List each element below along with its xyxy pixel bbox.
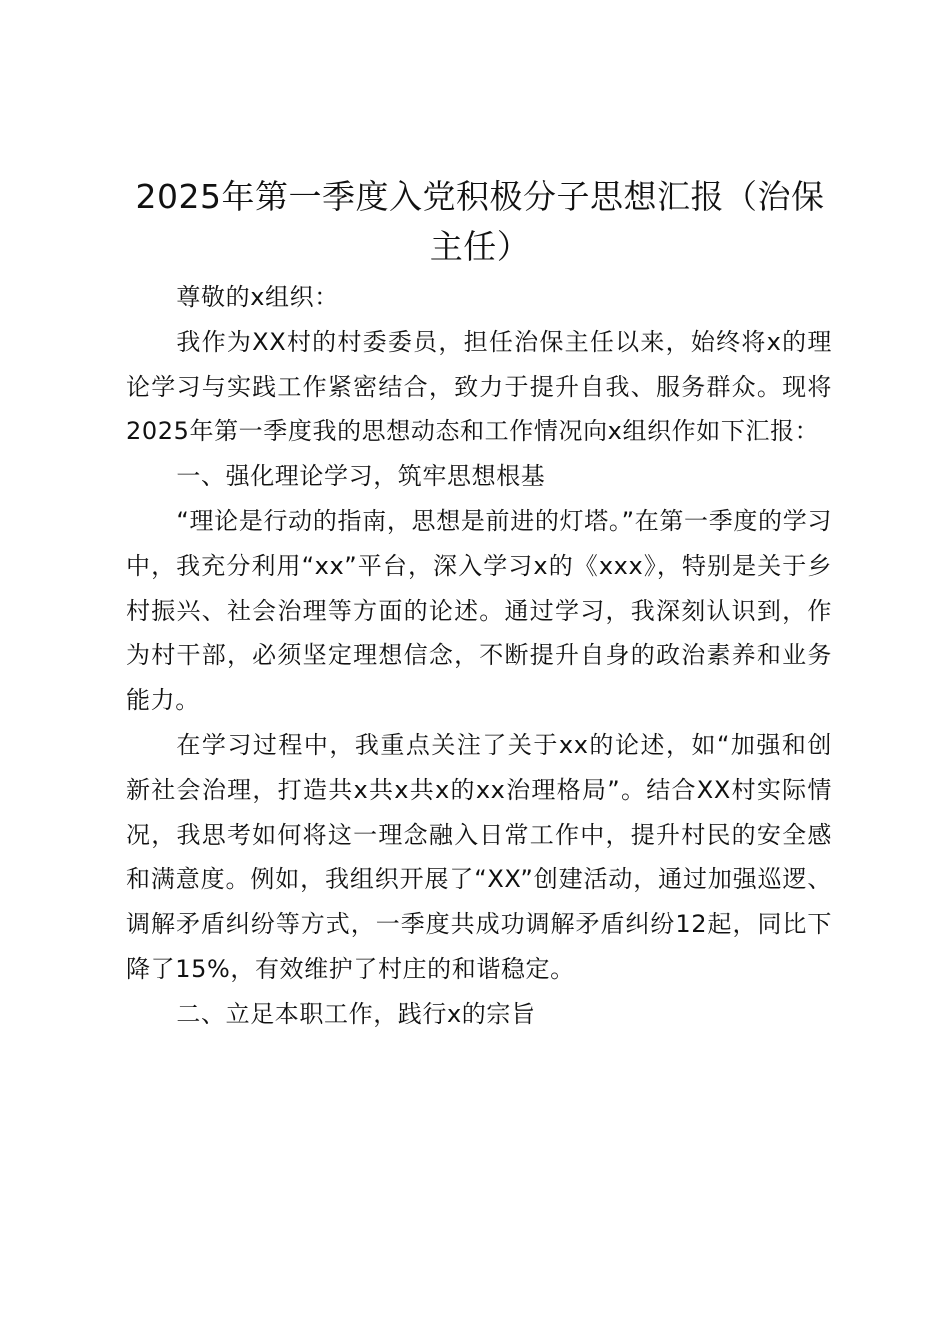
- section-1-paragraph-1: “理论是行动的指南，思想是前进的灯塔。”在第一季度的学习中，我充分利用“xx”平台，深入学习x的《xxx》，特别是关于乡村振兴、社会治理等方面的论述。通过学习，我深刻认识到，作为村干部，必须坚定理想信念，不断提升自身的政治素养和业务能力。: [126, 506, 832, 715]
- section-1-heading: 一、强化理论学习，筑牢思想根基: [176, 462, 546, 491]
- salutation: 尊敬的x组织：: [176, 283, 339, 311]
- document-body: [126, 275, 832, 1037]
- intro-paragraph: 我作为XX村的村委委员，担任治保主任以来，始终将x的理论学习与实践工作紧密结合，致力于提升自我、服务群众。现将2025年第一季度我的思想动态和工作情况向x组织作如下汇报：: [126, 327, 832, 446]
- section-2-heading: 二、立足本职工作，践行x的宗旨: [176, 999, 536, 1028]
- document-title: 2025年第一季度入党积极分子思想汇报（治保主任）: [135, 177, 825, 266]
- section-1-paragraph-2: 在学习过程中，我重点关注了关于xx的论述，如“加强和创新社会治理，打造共x共x共x的xx治理格局”。结合XX村实际情况，我思考如何将这一理念融入日常工作中，提升村民的安全感和满意度。例如，我组织开展了“XX”创建活动，通过加强巡逻、调解矛盾纠纷等方式，一季度共成功调解矛盾纠纷12起，同比下降了15%，有效维护了村庄的和谐稳定。: [126, 730, 832, 983]
